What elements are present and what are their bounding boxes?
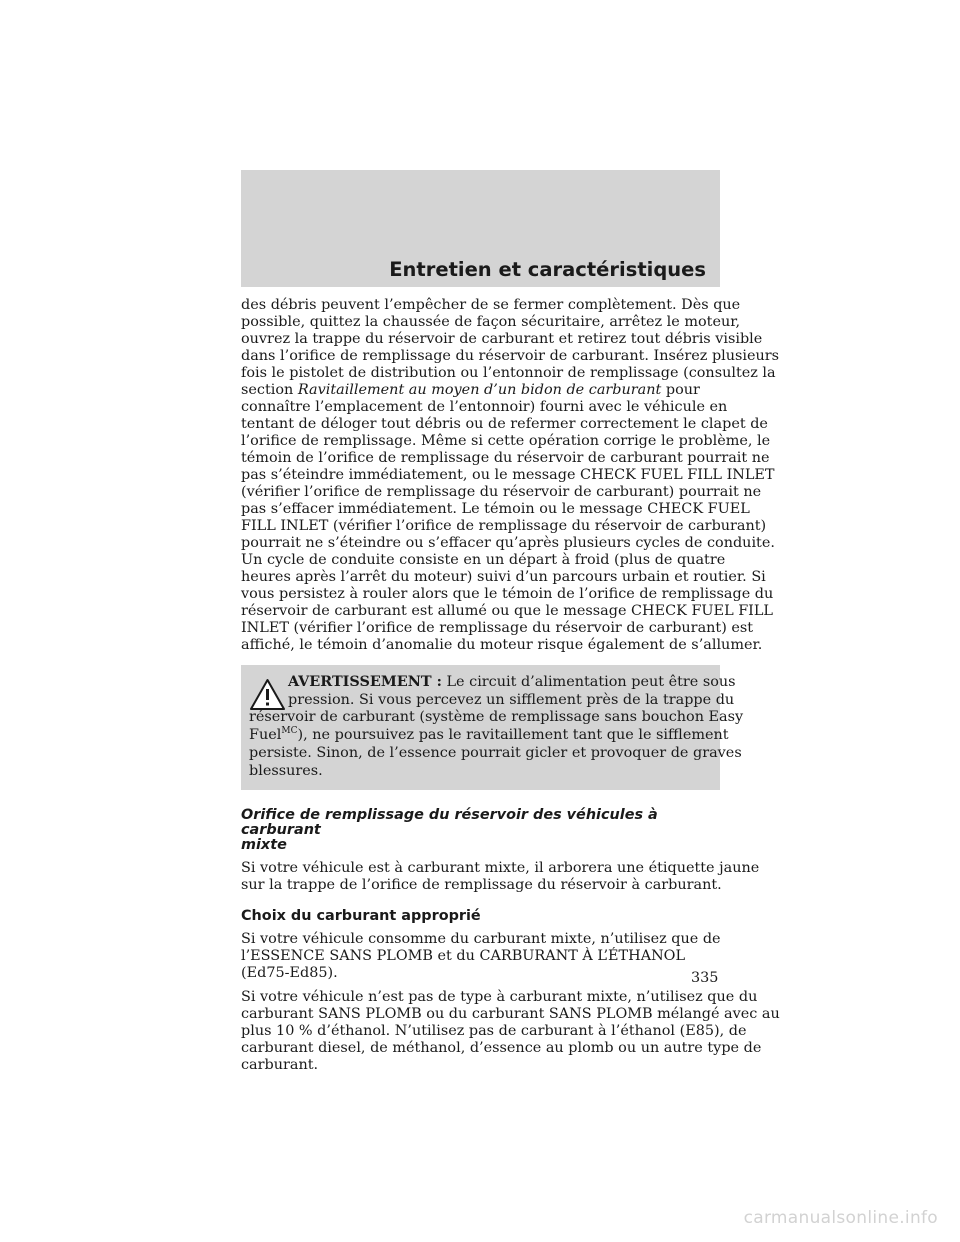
text-span: pour — [661, 382, 700, 398]
text-line: sur la trappe de l’orifice de remplissage du réservoir à carburant. — [241, 877, 722, 894]
text-line: connaître l’emplacement de l’entonnoir) fourni avec le véhicule en — [241, 399, 728, 415]
warning-line — [249, 673, 736, 692]
text-line: (vérifier l’orifice de remplissage du réservoir de carburant) pourrait ne — [241, 484, 762, 500]
intro-paragraph — [241, 297, 780, 654]
text-line: ouvrez la trappe du réservoir de carburant et retirez tout débris visible — [241, 331, 763, 347]
section-heading-fuel-choice: Choix du carburant approprié — [241, 908, 481, 925]
text-line: FILL INLET (vérifier l’orifice de remplissage du réservoir de carburant) — [241, 518, 767, 534]
text-line: Si votre véhicule est à carburant mixte, il arborera une étiquette jaune — [241, 860, 760, 877]
text-line: affiché, le témoin d’anomalie du moteur risque également de s’allumer. — [241, 637, 763, 653]
text-line: INLET (vérifier l’orifice de remplissage du réservoir de carburant) est — [241, 620, 754, 636]
text-span: section — [241, 382, 298, 398]
section-reference: Ravitaillement au moyen d’un bidon de carburant — [297, 382, 662, 398]
text-line: pas s’éteindre immédiatement, ou le message CHECK FUEL FILL INLET — [241, 467, 775, 483]
warning-line — [249, 726, 729, 745]
page-number: 335 — [691, 970, 719, 986]
text-line: carburant diesel, de méthanol, d’essence au plomb ou un autre type de — [241, 1040, 762, 1057]
heading-line: mixte — [241, 837, 287, 854]
text-line: vous persistez à rouler alors que le témoin de l’orifice de remplissage du — [241, 586, 774, 602]
heading-line: Orifice de remplissage du réservoir des véhicules à carburant — [241, 807, 658, 839]
text-line: heures après l’arrêt du moteur) suivi d’un parcours urbain et routier. Si — [241, 569, 766, 585]
fuel-choice-paragraph-2 — [241, 989, 780, 1074]
text-line: (Ed75-Ed85). — [241, 965, 338, 982]
trademark-superscript: MC — [281, 726, 298, 737]
page-content — [241, 297, 780, 1074]
text-line: fois le pistolet de distribution ou l’entonnoir de remplissage (consultez la — [241, 365, 776, 381]
text-line: Si votre véhicule n’est pas de type à carburant mixte, n’utilisez que du — [241, 989, 758, 1006]
page-title: Entretien et caractéristiques — [389, 258, 706, 281]
text-line: tentant de déloger tout débris ou de refermer correctement le clapet de — [241, 416, 768, 432]
text-line: pas s’effacer immédiatement. Le témoin ou le message CHECK FUEL — [241, 501, 750, 517]
text-line: plus 10 % d’éthanol. N’utilisez pas de carburant à l’éthanol (E85), de — [241, 1023, 747, 1040]
warning-triangle-icon — [249, 678, 286, 711]
text-line: possible, quittez la chaussée de façon sécuritaire, arrêtez le moteur, — [241, 314, 741, 330]
warning-box — [241, 665, 744, 790]
flex-fuel-paragraph — [241, 860, 760, 894]
text-line: dans l’orifice de remplissage du réservoir de carburant. Insérez plusieurs — [241, 348, 780, 364]
text-line: l’ESSENCE SANS PLOMB et du CARBURANT À L’ÉTHANOL — [241, 948, 686, 965]
text-line: témoin de l’orifice de remplissage du réservoir de carburant pourrait ne — [241, 450, 770, 466]
warning-line: persiste. Sinon, de l’essence pourrait gicler et provoquer de graves — [249, 744, 742, 761]
text-line: des débris peuvent l’empêcher de se fermer complètement. Dès que — [241, 297, 741, 313]
warning-line: pression. Si vous percevez un sifflement près de la trappe du — [288, 691, 735, 708]
text-line: carburant SANS PLOMB ou du carburant SANS PLOMB mélangé avec au — [241, 1006, 780, 1023]
watermark: carmanualsonline.info — [743, 1208, 938, 1228]
text-span: Le circuit d’alimentation peut être sous — [441, 674, 736, 690]
text-span: Fuel — [249, 727, 282, 744]
warning-line: réservoir de carburant (système de remplissage sans bouchon Easy — [249, 709, 744, 726]
fuel-choice-paragraph-1 — [241, 931, 720, 982]
text-line: réservoir de carburant est allumé ou que le message CHECK FUEL FILL — [241, 603, 773, 619]
warning-label: AVERTISSEMENT : — [288, 673, 442, 690]
warning-line: blessures. — [249, 762, 323, 779]
text-span: ), ne poursuivez pas le ravitaillement tant que le sifflement — [297, 727, 729, 744]
text-line — [241, 382, 720, 399]
text-line: Si votre véhicule consomme du carburant mixte, n’utilisez que de — [241, 931, 721, 948]
section-heading-flex-fuel-inlet — [241, 808, 720, 853]
header-band — [241, 170, 720, 287]
text-line: pourrait ne s’éteindre ou s’effacer qu’après plusieurs cycles de conduite. — [241, 535, 775, 551]
text-line: l’orifice de remplissage. Même si cette opération corrige le problème, le — [241, 433, 771, 449]
text-line: Un cycle de conduite consiste en un départ à froid (plus de quatre — [241, 552, 726, 568]
text-line: carburant. — [241, 1057, 319, 1074]
